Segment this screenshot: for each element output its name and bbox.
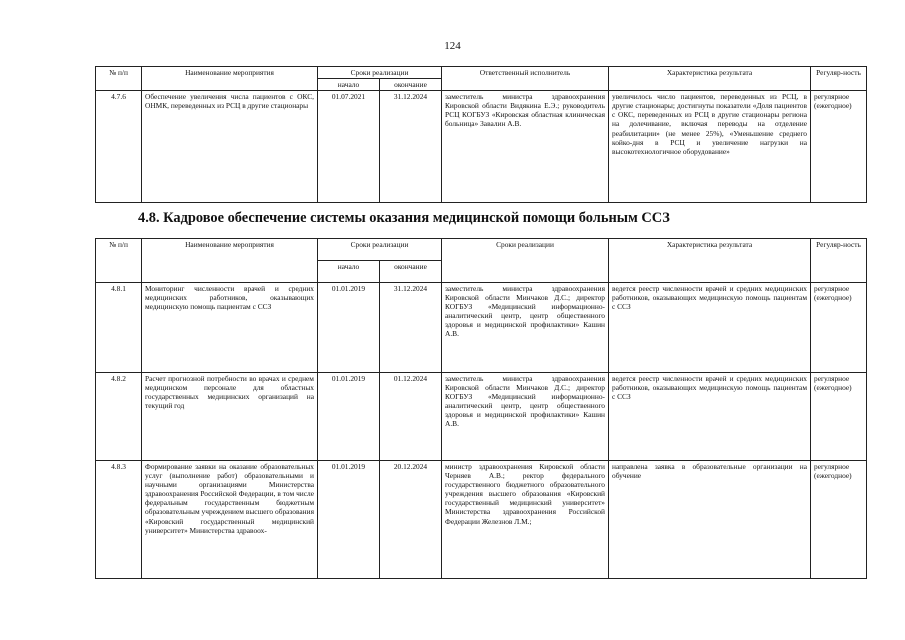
row-regularity: регулярное (ежегодное) [811,91,867,203]
header-terms: Сроки реализации [318,239,442,261]
header-start: начало [318,261,380,283]
row-start: 01.01.2019 [318,461,380,579]
row-num: 4.8.2 [96,373,142,461]
row-end: 31.12.2024 [380,91,442,203]
row-regularity: регулярное (ежегодное) [811,373,867,461]
header-terms: Сроки реализации [318,67,442,79]
header-end: окончание [380,79,442,91]
row-result: ведется реестр численности врачей и средних медицинских работников, оказывающих медицинскую помощь пациентам с ССЗ [609,373,811,461]
row-end: 31.12.2024 [380,283,442,373]
table-row [96,373,867,461]
row-start: 01.01.2019 [318,373,380,461]
header-name: Наименование мероприятия [142,239,318,283]
row-executor: заместитель министра здравоохранения Кировской области Минчаков Д.С.; директор КОГБУЗ «Медицинский информационно-аналитический центр, центр общественного здоровья и медицинской профилактики» Кашин А.В. [442,373,609,461]
activities-table-4-7 [95,66,867,203]
row-name: Расчет прогнозной потребности во врачах и среднем медицинском персонале для областных государственных медицинских организаций на текущий год [142,373,318,461]
header-end: окончание [380,261,442,283]
table-row [96,91,867,203]
row-start: 01.01.2019 [318,283,380,373]
header-num: № п/п [96,239,142,283]
row-regularity: регулярное (ежегодное) [811,461,867,579]
row-executor: заместитель министра здравоохранения Кировской области Минчаков Д.С.; директор КОГБУЗ «Медицинский информационно-аналитический центр, центр общественного здоровья и медицинской профилактики» Кашин А.В. [442,283,609,373]
row-end: 20.12.2024 [380,461,442,579]
section-title: 4.8. Кадровое обеспечение системы оказания медицинской помощи больным ССЗ [138,210,670,226]
header-executor: Сроки реализации [442,239,609,283]
row-num: 4.8.3 [96,461,142,579]
header-start: начало [318,79,380,91]
row-name: Обеспечение увеличения числа пациентов с ОКС, ОНМК, переведенных из РСЦ в другие стационары [142,91,318,203]
row-start: 01.07.2021 [318,91,380,203]
header-regularity: Регуляр-ность [811,67,867,91]
header-regularity: Регуляр-ность [811,239,867,283]
row-num: 4.8.1 [96,283,142,373]
activities-table-4-8 [95,238,867,579]
row-name: Мониторинг численности врачей и средних медицинских работников, оказывающих медицинскую помощь пациентам с ССЗ [142,283,318,373]
header-num: № п/п [96,67,142,91]
header-executor: Ответственный исполнитель [442,67,609,91]
row-name: Формирование заявки на оказание образовательных услуг (выполнение работ) образовательными и научными организациями Министерства здравоохранения Российской Федерации, в том числе федеральным государственным бюджетным образовательным учреждением высшего образования «Кировский государственный медицинский университет» Министерства здравоох- [142,461,318,579]
row-executor: министр здравоохранения Кировской области Черняев А.В.; ректор федерального государственного бюджетного образовательного учреждения высшего образования «Кировский государственный медицинский университет» Министерства здравоохранения Российской Федерации Железнов Л.М.; [442,461,609,579]
header-result: Характеристика результата [609,239,811,283]
header-name: Наименование мероприятия [142,67,318,91]
table-row [96,461,867,579]
header-result: Характеристика результата [609,67,811,91]
row-result: увеличилось число пациентов, переведенных из РСЦ, в другие стационары; достигнуты показатели «Доля пациентов с ОКС, переведенных из РСЦ в другие стационары региона на долечивание, включая переводы на отделение реабилитации» (не менее 25%), «Уменьшение среднего койко-дня в РСЦ и увеличение нагрузки на высокотехнологичное оборудование» [609,91,811,203]
page-number: 124 [444,40,461,52]
row-regularity: регулярное (ежегодное) [811,283,867,373]
table-row [96,283,867,373]
row-executor: заместитель министра здравоохранения Кировской области Видякина Е.Э.; руководитель РСЦ КОГБУЗ «Кировская областная клиническая больница» Завалин А.В. [442,91,609,203]
row-result: ведется реестр численности врачей и средних медицинских работников, оказывающих медицинскую помощь пациентам с ССЗ [609,283,811,373]
row-result: направлена заявка в образовательные организации на обучение [609,461,811,579]
row-num: 4.7.6 [96,91,142,203]
row-end: 01.12.2024 [380,373,442,461]
